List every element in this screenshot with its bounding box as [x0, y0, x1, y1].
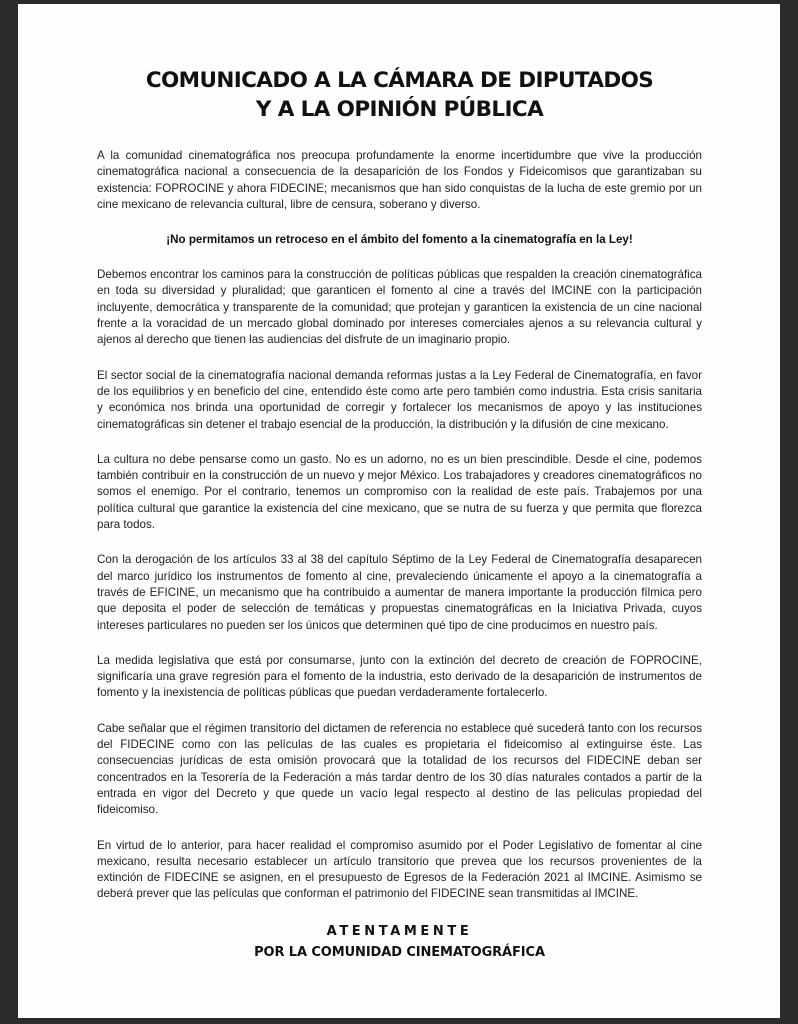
title-line-2: Y A LA OPINIÓN PÚBLICA	[255, 97, 544, 122]
paragraph-8: En virtud de lo anterior, para hacer realidad el compromiso asumido por el Poder Legislativo de fomentar al cine mexicano, resulta necesario establecer un artículo transitorio que prevea que los recursos provenientes de la extinción de FIDECINE se asignen, en el presupuesto de Egresos de la Federación 2021 al IMCINE. Asimismo se deberá prever que las películas que conforman el patrimonio del FIDECINE sean transmitidas al IMCINE.	[97, 838, 702, 901]
signature-closing: ATENTAMENTE	[326, 923, 473, 939]
paragraph-6: La medida legislativa que está por consumarse, junto con la extinción del decreto de creación de FOPROCINE, significaría una grave regresión para el fomento de la industria, esto derivado de la desaparición de instrumentos de fomento y la inexistencia de políticas públicas que puedan verdaderamente fortalecerlo.	[97, 653, 702, 700]
title-line-1: COMUNICADO A LA CÁMARA DE DIPUTADOS	[145, 68, 654, 93]
signature-signer: POR LA COMUNIDAD CINEMATOGRÁFICA	[254, 944, 545, 960]
signature-block	[97, 922, 702, 964]
document-page	[18, 4, 780, 1018]
slogan: ¡No permitamos un retroceso en el ámbito del fomento a la cinematografía en la Ley!	[166, 233, 633, 247]
document-title	[97, 66, 702, 124]
paragraph-2: Debemos encontrar los caminos para la construcción de políticas públicas que respalden la creación cinematográfica en toda su diversidad y pluralidad; que garanticen el fomento al cine a través del IMCINE con la participación incluyente, democrática y transparente de la comunidad; que protejan y garanticen la existencia de un cine nacional frente a la voracidad de un mercado global dominado por intereses comerciales ajenos a su relevancia cultural y ajenos al derecho que tienen las audiencias del disfrute de un imaginario propio.	[97, 268, 702, 347]
paragraph-4: La cultura no debe pensarse como un gasto. No es un adorno, no es un bien prescindible. Desde el cine, podemos también contribuir en la construcción de un nuevo y mejor México. Los trabajadores y creadores cinematográficos no somos el enemigo. Por el contrario, tenemos un compromiso con la realidad de este país. Trabajemos por una política cultural que garantice la existencia del cine mexicano, que se nutra de su fuerza y que permita que florezca para todos.	[97, 452, 702, 532]
paragraph-5: Con la derogación de los artículos 33 al 38 del capítulo Séptimo de la Ley Federal de Cinematografía desaparecen del marco jurídico los instrumentos de fomento al cine, prevaleciendo únicamente el apoyo a la cinematografía a través de EFICINE, un mecanismo que ha contribuido a aumentar de manera importante la producción fílmica pero que deposita el poder de selección de temáticas y propuestas cinematográficas en la Iniciativa Privada, cuyos intereses particulares no pueden ser los únicos que determinen qué tipo de cine producimos en nuestro país.	[97, 553, 702, 632]
paragraph-7: Cabe señalar que el régimen transitorio del dictamen de referencia no establece qué sucederá tanto con los recursos del FIDECINE como con las películas de las cuales es propietaria el fideicomiso al extinguirse éste. Las consecuencias jurídicas de esta omisión provocará que la totalidad de los recursos del FIDECINE deban ser concentrados en la Tesorería de la Federación a más tardar dentro de los 30 días naturales contados a partir de la entrada en vigor del Decreto y que quede un vacío legal respecto al destino de las peliculas propiedad del fideicomiso.	[97, 721, 702, 817]
paragraph-1: A la comunidad cinematográfica nos preocupa profundamente la enorme incertidumbre que vive la producción cinematográfica nacional a consecuencia de la desaparición de los Fondos y Fideicomisos que garantizaban su existencia: FOPROCINE y ahora FIDECINE; mecanismos que han sido conquistas de la lucha de este gremio por un cine mexicano de relevancia cultural, libre de censura, soberano y diverso.	[97, 149, 702, 211]
paragraph-3: El sector social de la cinematografía nacional demanda reformas justas a la Ley Federal de Cinematografía, en favor de los equilibrios y en beneficio del cine, entendido éste como arte pero también como industria. Esta crisis sanitaria y económica nos brinda una oportunidad de corregir y fortalecer los mecanismos de apoyo y las instituciones cinematográficas sin detener el trabajo esencial de la producción, la distribución y la difusión de cine mexicano.	[97, 368, 702, 431]
